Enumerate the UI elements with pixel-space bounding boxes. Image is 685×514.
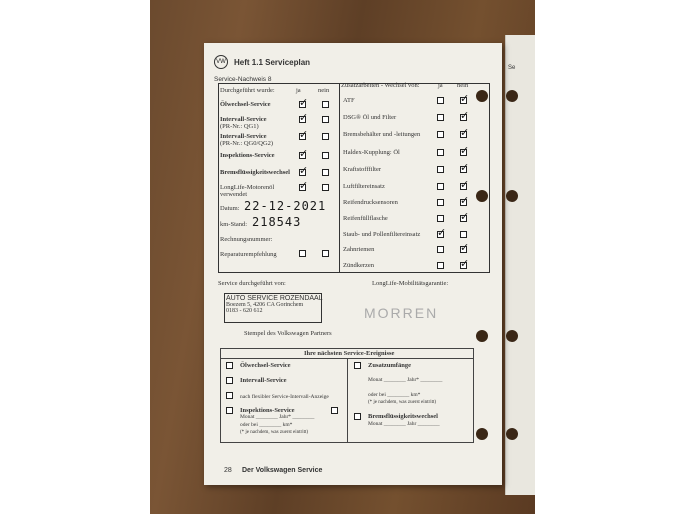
nein-head-right: nein <box>457 82 469 89</box>
mobility-label: LongLife-Mobilitätsgarantie: <box>372 280 449 287</box>
left-row-nein-checkbox[interactable] <box>322 133 329 140</box>
page-title: Heft 1.1 Serviceplan <box>234 58 311 67</box>
binder-hole <box>476 190 488 202</box>
left-row-nein-checkbox[interactable] <box>322 169 329 176</box>
page-number: 28 <box>224 467 232 474</box>
right-row-ja-checkbox[interactable] <box>437 97 444 104</box>
next-extra-km: oder bei ________ km* <box>368 392 421 398</box>
right-row-ja-checkbox[interactable] <box>437 183 444 190</box>
ja-head-right: ja <box>438 82 443 89</box>
left-row-nein-checkbox[interactable] <box>322 101 329 108</box>
check-mark-icon: ✓ <box>460 178 470 191</box>
next-inspection-month: Monat ________ Jahr* ________ <box>240 414 315 420</box>
check-mark-icon: ✓ <box>460 257 470 270</box>
datum-value[interactable]: 22-12-2021 <box>244 199 327 213</box>
section-title: Service-Nachweis 8 <box>214 76 272 83</box>
right-row-ja-checkbox[interactable] <box>437 215 444 222</box>
binder-hole <box>476 330 488 342</box>
binder-hole <box>506 330 518 342</box>
next-brake-month: Monat ________ Jahr ________ <box>368 421 440 427</box>
check-mark-icon: ✓ <box>460 109 470 122</box>
check-mark-icon: ✓ <box>299 96 309 109</box>
dealer-stamp <box>224 293 322 323</box>
km-value[interactable]: 218543 <box>252 215 302 229</box>
binder-hole <box>476 428 488 440</box>
left-row-label: Ölwechsel-Service <box>220 101 271 108</box>
next-extra-checkbox[interactable] <box>354 362 361 369</box>
check-mark-icon: ✓ <box>299 164 309 177</box>
service-by-label: Service durchgeführt von: <box>218 280 286 287</box>
right-row-nein-checkbox[interactable] <box>460 231 467 238</box>
datum-label: Datum: <box>220 205 240 212</box>
right-row-ja-checkbox[interactable] <box>437 149 444 156</box>
right-row-label: Staub- und Pollenfiltereinsatz <box>343 231 421 238</box>
right-row-label: Kraftstofffilter <box>343 166 382 173</box>
check-mark-icon: ✓ <box>460 241 470 254</box>
left-row-nein-checkbox[interactable] <box>322 184 329 191</box>
next-brake-label: Bremsflüssigkeitswechsel <box>368 413 438 420</box>
next-inspection-note: (* je nachdem, was zuerst eintritt) <box>240 430 309 435</box>
check-mark-icon: ✓ <box>299 147 309 160</box>
left-head: Durchgeführt wurde: <box>220 87 275 94</box>
next-flex-label: nach flexibler Service-Intervall-Anzeige <box>240 394 329 400</box>
footer-title: Der Volkswagen Service <box>242 467 323 474</box>
next-inspection-checkbox[interactable] <box>226 407 233 414</box>
next-page-title: Se <box>508 65 516 71</box>
next-oil-label: Ölwechsel-Service <box>240 362 291 369</box>
booklet-page <box>204 43 502 485</box>
right-row-label: DSG® Öl und Filter <box>343 114 397 121</box>
check-mark-icon: ✓ <box>460 161 470 174</box>
left-row-sub: verwendet <box>220 191 248 198</box>
vw-logo-icon: VW <box>214 55 228 69</box>
reparatur-label: Reparaturempfehlung <box>220 251 277 258</box>
nein-head: nein <box>318 87 330 94</box>
check-mark-icon: ✓ <box>299 128 309 141</box>
check-mark-icon: ✓ <box>460 194 470 207</box>
next-interval-checkbox[interactable] <box>226 377 233 384</box>
next-extra-month: Monat ________ Jahr* ________ <box>368 377 443 383</box>
stamp-line3: 0183 - 620 612 <box>226 308 263 314</box>
right-row-label: Reifendrucksensoren <box>343 199 398 206</box>
right-row-ja-checkbox[interactable] <box>437 166 444 173</box>
next-inspection-label: Inspektions-Service <box>240 407 295 414</box>
service-table <box>218 83 490 273</box>
left-row-label: LongLife-Motorenöl <box>220 184 275 191</box>
next-services-title: Ihre nächsten Service-Ereignisse <box>304 350 395 357</box>
mobility-stamp: MORREN <box>364 305 439 321</box>
binder-hole <box>506 190 518 202</box>
right-row-ja-checkbox[interactable] <box>437 131 444 138</box>
right-row-label: Reifenfüllflasche <box>343 215 388 222</box>
right-row-label: Haldex-Kupplung: Öl <box>343 149 400 156</box>
stamp-line1: AUTO SERVICE ROZENDAAL <box>226 295 323 302</box>
left-row-nein-checkbox[interactable] <box>322 152 329 159</box>
check-mark-icon: ✓ <box>460 144 470 157</box>
next-extra-label: Zusatzumfänge <box>368 362 411 369</box>
right-row-ja-checkbox[interactable] <box>437 262 444 269</box>
next-interval-label: Intervall-Service <box>240 377 287 384</box>
next-inspection-km: oder bei ________ km* <box>240 422 293 428</box>
next-oil-checkbox[interactable] <box>226 362 233 369</box>
rechnung-label: Rechnungsnummer: <box>220 236 273 243</box>
right-row-label: Zündkerzen <box>343 262 375 269</box>
check-mark-icon: ✓ <box>460 92 470 105</box>
left-row-label: Inspektions-Service <box>220 152 275 159</box>
right-row-label: Luftfiltereinsatz <box>343 183 385 190</box>
right-row-ja-checkbox[interactable] <box>437 114 444 121</box>
km-label: km-Stand: <box>220 221 248 228</box>
stamp-caption: Stempel des Volkswagen Partners <box>244 330 332 337</box>
right-row-ja-checkbox[interactable] <box>437 246 444 253</box>
next-inspection-box[interactable] <box>331 407 338 414</box>
binder-hole <box>506 90 518 102</box>
next-flex-checkbox[interactable] <box>226 392 233 399</box>
reparatur-nein-checkbox[interactable] <box>322 250 329 257</box>
left-row-sub: (PR-Nr.: QG0/QG2) <box>220 140 274 147</box>
binder-hole <box>476 90 488 102</box>
next-page-edge <box>505 35 535 495</box>
check-mark-icon: ✓ <box>299 111 309 124</box>
check-mark-icon: ✓ <box>460 126 470 139</box>
binder-hole <box>506 428 518 440</box>
right-row-label: Bremsbehälter und -leitungen <box>343 131 421 138</box>
check-mark-icon: ✓ <box>460 210 470 223</box>
right-row-label: Zahnriemen <box>343 246 375 253</box>
right-row-ja-checkbox[interactable] <box>437 199 444 206</box>
left-row-label: Intervall-Service <box>220 133 267 140</box>
left-row-sub: (PR-Nr.: QG1) <box>220 123 259 130</box>
reparatur-ja-checkbox[interactable] <box>299 250 306 257</box>
right-head: Zusatzarbeiten - Wechsel von: <box>341 82 420 89</box>
check-mark-icon: ✓ <box>437 226 447 239</box>
check-mark-icon: ✓ <box>299 179 309 192</box>
next-brake-checkbox[interactable] <box>354 413 361 420</box>
next-extra-note: (* je nachdem, was zuerst eintritt) <box>368 400 437 405</box>
stamp-line2: Boezem 5, 4206 CA Gorinchem <box>226 302 304 308</box>
right-row-label: ATF <box>343 97 355 104</box>
left-row-nein-checkbox[interactable] <box>322 116 329 123</box>
ja-head: ja <box>296 87 301 94</box>
left-row-label: Intervall-Service <box>220 116 267 123</box>
left-row-label: Bremsflüssigkeitswechsel <box>220 169 290 176</box>
